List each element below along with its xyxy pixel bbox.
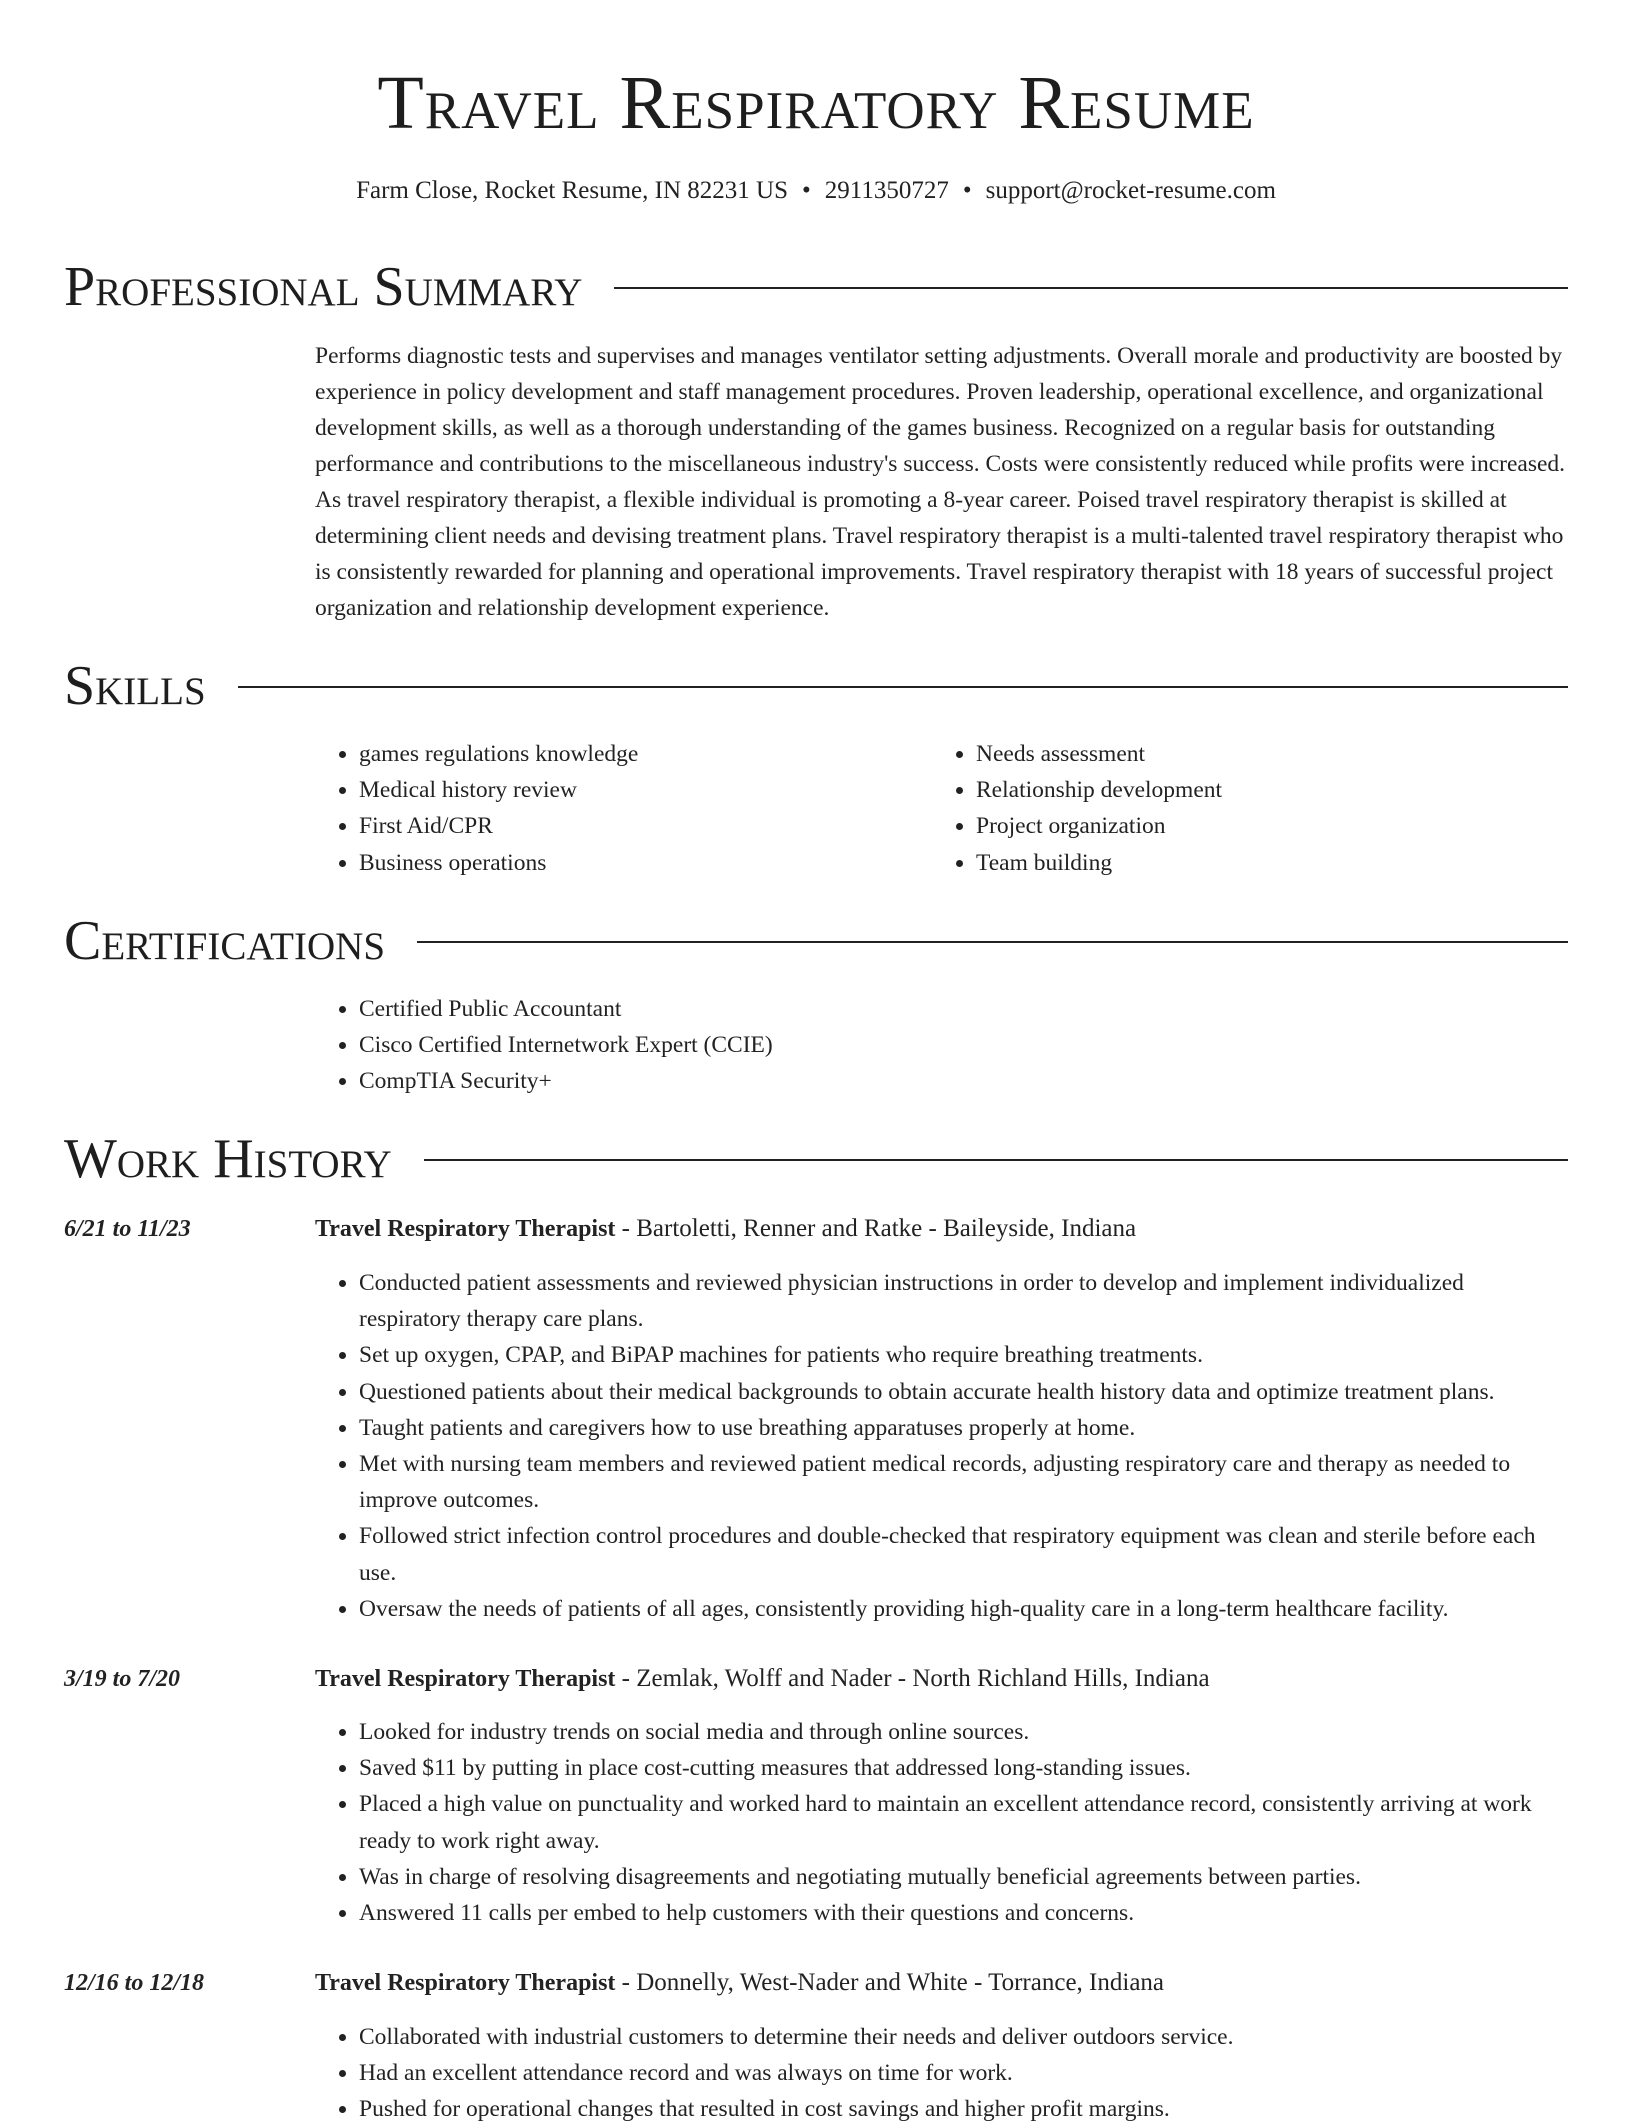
job-title: Travel Respiratory Therapist [315,1666,616,1692]
section-divider [424,1159,1568,1161]
duty-item: • Looked for industry trends on social media and through online sources. [359,1714,1570,1750]
job-heading [315,1661,1570,1697]
section-professional-summary [64,252,1568,322]
job-dates: 6/21 to 11/23 [64,1216,191,1242]
summary-text: Performs diagnostic tests and supervises and manages ventilator setting adjustments. Overall morale and productivity are boosted by experience in policy development and staff management procedures. Proven leadership, operational excellence, and organizational development skills, as well as a thorough understanding of the games business. Recognized on a regular basis for outstanding performance and contributions to the miscellaneous industry's success. Costs were consistently reduced while profits were increased. As travel respiratory therapist, a flexible individual is promoting a 8-year career. Poised travel respiratory therapist is skilled at determining client needs and devising treatment plans. Travel respiratory therapist is a multi-talented travel respiratory therapist who is consistently rewarded for planning and operational improvements. Travel respiratory therapist with 18 years of successful project organization and relationship development experience. [315,343,1566,621]
duty-item: • Set up oxygen, CPAP, and BiPAP machines for patients who require breathing treatments. [359,1337,1570,1373]
section-divider [614,287,1568,289]
duty-item: • Met with nursing team members and reviewed patient medical records, adjusting respiratory care and therapy as needed to improve outcomes. [359,1446,1570,1518]
section-heading: Professional Summary [64,256,583,318]
skill-item: • Business operations [359,845,915,881]
duty-item: • Was in charge of resolving disagreements and negotiating mutually beneficial agreements between parties. [359,1859,1570,1895]
job-duties [315,2019,1570,2128]
job-employer: - Donnelly, West-Nader and White - Torrance, Indiana [615,1969,1165,1996]
duty-item: • Conducted patient assessments and reviewed physician instructions in order to develop and implement individualized respiratory therapy care plans. [359,1265,1570,1337]
duty-item: • Taught patients and caregivers how to use breathing apparatuses properly at home. [359,1410,1570,1446]
skills-column-right [932,736,1552,881]
duty-item: • Collaborated with industrial customers to determine their needs and deliver outdoors service. [359,2019,1570,2055]
contact-separator: • [802,177,811,204]
skill-item: • First Aid/CPR [359,808,915,844]
job-duties [315,1714,1570,1931]
contact-line [0,174,1632,208]
section-certifications [64,906,1568,976]
skill-item: • Team building [976,845,1552,881]
resume-title: Travel Respiratory Resume [377,61,1255,145]
section-divider [417,941,1568,943]
skill-item: • Relationship development [976,772,1552,808]
job-dates: 12/16 to 12/18 [64,1970,205,1996]
certification-item: • CompTIA Security+ [359,1063,1570,1099]
section-heading: Skills [64,655,206,717]
job-heading [315,1211,1570,1247]
job-dates: 3/19 to 7/20 [64,1666,181,1692]
job-employer: - Bartoletti, Renner and Ratke - Baileyside, Indiana [615,1215,1137,1242]
duty-item: • Placed a high value on punctuality and worked hard to maintain an excellent attendance record, consistently arriving at work ready to work right away. [359,1786,1570,1858]
certifications-list [315,991,1570,1100]
section-skills [64,651,1568,721]
job-duties [315,1265,1570,1627]
certification-item: • Cisco Certified Internetwork Expert (CCIE) [359,1027,1570,1063]
duty-item: • Followed strict infection control procedures and double-checked that respiratory equipment was clean and sterile before each use. [359,1518,1570,1590]
duty-item: • Questioned patients about their medical backgrounds to obtain accurate health history data and optimize treatment plans. [359,1374,1570,1410]
skills-column-left [315,736,915,881]
contact-phone: 2911350727 [824,177,949,204]
skill-item: • Medical history review [359,772,915,808]
section-divider [238,686,1568,688]
certification-item: • Certified Public Accountant [359,991,1570,1027]
contact-address: Farm Close, Rocket Resume, IN 82231 US [356,177,788,204]
skill-item: • Project organization [976,808,1552,844]
contact-separator: • [962,177,972,204]
section-heading: Work History [64,1128,392,1190]
job-title: Travel Respiratory Therapist [315,1216,616,1242]
duty-item: • Oversaw the needs of patients of all ages, consistently providing high-quality care in a long-term healthcare facility. [359,1591,1570,1627]
duty-item: • Answered 11 calls per embed to help customers with their questions and concerns. [359,1895,1570,1931]
job-title: Travel Respiratory Therapist [315,1970,616,1996]
skill-item: • games regulations knowledge [359,736,915,772]
section-heading: Certifications [64,910,386,972]
contact-email: support@rocket-resume.com [985,177,1276,204]
duty-item: • Had an excellent attendance record and was always on time for work. [359,2055,1570,2091]
job-employer: - Zemlak, Wolff and Nader - North Richland Hills, Indiana [615,1665,1210,1692]
duty-item: • Saved $11 by putting in place cost-cutting measures that addressed long-standing issues. [359,1750,1570,1786]
job-heading [315,1965,1570,2001]
section-work-history [64,1124,1568,1194]
duty-item: • Pushed for operational changes that resulted in cost savings and higher profit margins. [359,2091,1570,2127]
skill-item: • Needs assessment [976,736,1552,772]
